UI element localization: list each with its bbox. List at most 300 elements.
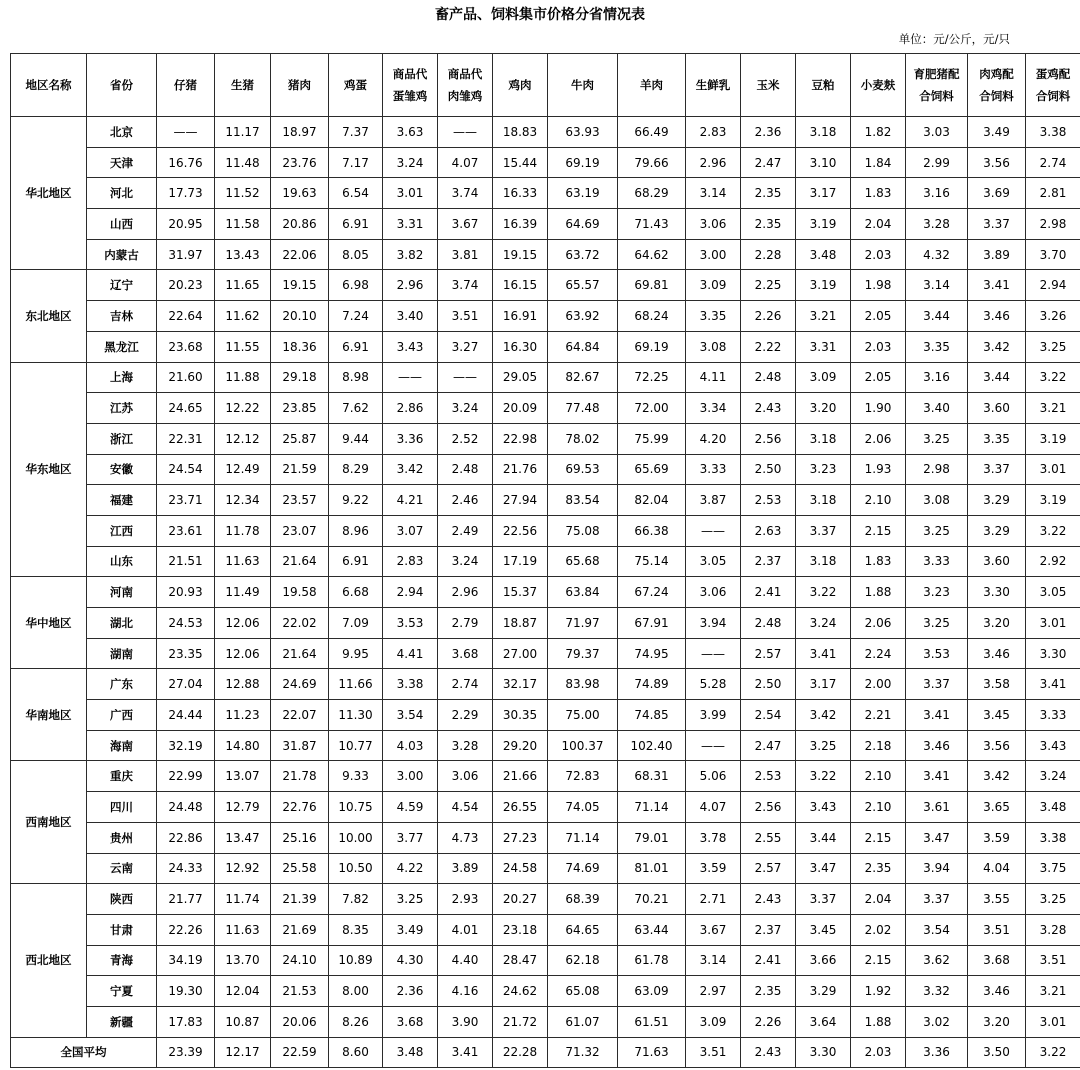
price-cell: 2.15 — [851, 822, 906, 853]
price-cell: 2.05 — [851, 362, 906, 393]
price-cell: 1.90 — [851, 393, 906, 424]
price-cell: 2.48 — [438, 454, 493, 485]
price-cell: 3.78 — [686, 822, 741, 853]
price-cell: 75.99 — [618, 423, 686, 454]
price-cell: 5.06 — [686, 761, 741, 792]
column-header — [796, 54, 851, 117]
price-cell: 72.83 — [548, 761, 618, 792]
price-cell: 20.09 — [493, 393, 548, 424]
average-price-cell: 22.28 — [493, 1037, 548, 1068]
price-cell: 3.22 — [796, 577, 851, 608]
price-cell: 4.32 — [906, 239, 968, 270]
price-cell: 82.04 — [618, 485, 686, 516]
price-cell: 1.88 — [851, 1006, 906, 1037]
column-header — [906, 54, 968, 117]
price-cell: 61.07 — [548, 1006, 618, 1037]
price-cell: 18.36 — [271, 331, 329, 362]
price-cell: 2.71 — [686, 884, 741, 915]
province-name: 青海 — [87, 945, 157, 976]
price-cell: 23.71 — [157, 485, 215, 516]
price-cell: 2.10 — [851, 761, 906, 792]
price-cell: 3.27 — [438, 331, 493, 362]
price-cell: 83.98 — [548, 669, 618, 700]
average-price-cell: 2.43 — [741, 1037, 796, 1068]
price-cell: 29.05 — [493, 362, 548, 393]
province-name: 四川 — [87, 792, 157, 823]
price-cell: 100.37 — [548, 730, 618, 761]
price-cell: 2.36 — [383, 976, 438, 1007]
average-price-cell: 12.17 — [215, 1037, 271, 1068]
price-cell: 24.33 — [157, 853, 215, 884]
price-cell: 3.03 — [906, 117, 968, 148]
table-row — [11, 945, 1080, 976]
price-cell: 3.60 — [968, 546, 1026, 577]
price-cell: 30.35 — [493, 700, 548, 731]
price-cell: 13.70 — [215, 945, 271, 976]
price-cell: 22.76 — [271, 792, 329, 823]
price-cell: 3.47 — [796, 853, 851, 884]
price-cell: 11.17 — [215, 117, 271, 148]
price-cell: 2.03 — [851, 331, 906, 362]
price-cell: 4.59 — [383, 792, 438, 823]
price-cell: 23.07 — [271, 515, 329, 546]
national-average-row — [11, 1037, 1080, 1068]
province-name: 贵州 — [87, 822, 157, 853]
price-cell: 63.44 — [618, 914, 686, 945]
price-cell: 3.24 — [438, 546, 493, 577]
price-cell: 81.01 — [618, 853, 686, 884]
price-cell: 11.74 — [215, 884, 271, 915]
average-price-cell: 71.32 — [548, 1037, 618, 1068]
price-cell: 65.57 — [548, 270, 618, 301]
province-name: 海南 — [87, 730, 157, 761]
price-cell: 10.77 — [329, 730, 383, 761]
price-cell: 78.02 — [548, 423, 618, 454]
price-cell: 27.94 — [493, 485, 548, 516]
price-cell: 27.23 — [493, 822, 548, 853]
price-cell: 2.53 — [741, 761, 796, 792]
table-row — [11, 239, 1080, 270]
province-name: 湖北 — [87, 608, 157, 639]
price-cell: 1.82 — [851, 117, 906, 148]
price-cell: 21.66 — [493, 761, 548, 792]
price-cell: 17.83 — [157, 1006, 215, 1037]
price-cell: 22.99 — [157, 761, 215, 792]
price-cell: 63.84 — [548, 577, 618, 608]
price-cell: 3.46 — [906, 730, 968, 761]
price-cell: 64.69 — [548, 209, 618, 240]
province-name: 湖南 — [87, 638, 157, 669]
price-cell: 3.67 — [686, 914, 741, 945]
price-cell: —— — [157, 117, 215, 148]
table-row — [11, 423, 1080, 454]
price-cell: 65.08 — [548, 976, 618, 1007]
price-cell: 3.53 — [906, 638, 968, 669]
price-cell: 13.43 — [215, 239, 271, 270]
price-cell: 3.05 — [1026, 577, 1080, 608]
price-cell: 2.06 — [851, 423, 906, 454]
price-cell: 3.68 — [968, 945, 1026, 976]
price-cell: 3.06 — [438, 761, 493, 792]
price-cell: 3.19 — [1026, 423, 1080, 454]
column-header-text: 生鲜乳 — [695, 78, 731, 92]
table-row — [11, 546, 1080, 577]
price-cell: 27.00 — [493, 638, 548, 669]
column-header — [271, 54, 329, 117]
price-cell: 11.55 — [215, 331, 271, 362]
table-row — [11, 270, 1080, 301]
price-cell: 75.00 — [548, 700, 618, 731]
price-cell: 3.49 — [383, 914, 438, 945]
price-cell: 3.16 — [906, 362, 968, 393]
price-cell: 3.23 — [796, 454, 851, 485]
price-cell: 3.45 — [968, 700, 1026, 731]
price-cell: 82.67 — [548, 362, 618, 393]
price-cell: 22.31 — [157, 423, 215, 454]
price-cell: 9.33 — [329, 761, 383, 792]
average-price-cell: 3.51 — [686, 1037, 741, 1068]
column-header-text: 肉鸡配 — [979, 67, 1014, 81]
region-name: 华东地区 — [11, 362, 87, 577]
average-price-cell: 71.63 — [618, 1037, 686, 1068]
price-cell: 12.92 — [215, 853, 271, 884]
column-header-text: 仔猪 — [174, 78, 197, 92]
price-cell: 24.58 — [493, 853, 548, 884]
province-name: 北京 — [87, 117, 157, 148]
price-cell: 16.91 — [493, 301, 548, 332]
table-row — [11, 577, 1080, 608]
price-cell: 3.00 — [383, 761, 438, 792]
region-name: 西北地区 — [11, 884, 87, 1037]
price-cell: 19.15 — [271, 270, 329, 301]
price-cell: 2.55 — [741, 822, 796, 853]
price-cell: 3.44 — [968, 362, 1026, 393]
price-cell: 1.84 — [851, 147, 906, 178]
price-cell: 3.87 — [686, 485, 741, 516]
province-name: 浙江 — [87, 423, 157, 454]
price-cell: 11.23 — [215, 700, 271, 731]
price-cell: 21.72 — [493, 1006, 548, 1037]
province-name: 天津 — [87, 147, 157, 178]
price-cell: 4.07 — [686, 792, 741, 823]
price-cell: 2.00 — [851, 669, 906, 700]
column-header-text: 蛋雏鸡 — [392, 89, 428, 103]
price-cell: 20.10 — [271, 301, 329, 332]
table-row — [11, 761, 1080, 792]
price-cell: 3.51 — [968, 914, 1026, 945]
price-cell: 2.74 — [1026, 147, 1080, 178]
table-row — [11, 301, 1080, 332]
province-name: 山西 — [87, 209, 157, 240]
price-cell: 3.29 — [968, 515, 1026, 546]
price-cell: 11.52 — [215, 178, 271, 209]
price-cell: 11.63 — [215, 914, 271, 945]
price-cell: 3.56 — [968, 730, 1026, 761]
price-cell: 27.04 — [157, 669, 215, 700]
price-cell: 5.28 — [686, 669, 741, 700]
column-header — [548, 54, 618, 117]
price-cell: 3.18 — [796, 485, 851, 516]
price-cell: 21.51 — [157, 546, 215, 577]
price-cell: 72.25 — [618, 362, 686, 393]
price-cell: 21.59 — [271, 454, 329, 485]
price-cell: 3.36 — [383, 423, 438, 454]
price-cell: 79.37 — [548, 638, 618, 669]
price-cell: 74.69 — [548, 853, 618, 884]
column-header — [157, 54, 215, 117]
price-cell: 61.51 — [618, 1006, 686, 1037]
price-cell: 3.35 — [686, 301, 741, 332]
price-cell: 3.43 — [1026, 730, 1080, 761]
price-cell: 6.98 — [329, 270, 383, 301]
price-cell: 20.95 — [157, 209, 215, 240]
price-cell: 3.25 — [906, 423, 968, 454]
column-header-text: 商品代 — [392, 67, 428, 81]
price-cell: 3.35 — [906, 331, 968, 362]
price-cell: 2.94 — [1026, 270, 1080, 301]
price-cell: 7.82 — [329, 884, 383, 915]
price-cell: 7.62 — [329, 393, 383, 424]
price-cell: 3.41 — [906, 761, 968, 792]
price-cell: 3.14 — [686, 178, 741, 209]
price-cell: 2.48 — [741, 362, 796, 393]
column-header-text: 育肥猪配 — [913, 67, 960, 81]
region-name: 华中地区 — [11, 577, 87, 669]
price-cell: 3.33 — [686, 454, 741, 485]
price-cell: 2.97 — [686, 976, 741, 1007]
average-price-cell: 3.48 — [383, 1037, 438, 1068]
price-cell: 3.35 — [968, 423, 1026, 454]
price-cell: 3.20 — [968, 1006, 1026, 1037]
column-header-text: 猪肉 — [288, 78, 311, 92]
price-cell: 2.04 — [851, 884, 906, 915]
price-cell: 3.37 — [906, 884, 968, 915]
price-cell: 3.61 — [906, 792, 968, 823]
price-cell: 3.41 — [906, 700, 968, 731]
price-cell: 22.86 — [157, 822, 215, 853]
price-cell: 65.68 — [548, 546, 618, 577]
table-row — [11, 178, 1080, 209]
price-cell: 3.43 — [796, 792, 851, 823]
price-cell: 2.74 — [438, 669, 493, 700]
price-cell: 21.53 — [271, 976, 329, 1007]
price-cell: 3.24 — [796, 608, 851, 639]
price-cell: 3.07 — [383, 515, 438, 546]
price-cell: 6.91 — [329, 546, 383, 577]
price-cell: 32.17 — [493, 669, 548, 700]
price-cell: 2.54 — [741, 700, 796, 731]
price-table — [10, 53, 1080, 1068]
price-cell: 2.96 — [383, 270, 438, 301]
column-header-text: 合饲料 — [979, 89, 1014, 103]
province-name: 江苏 — [87, 393, 157, 424]
price-cell: 24.54 — [157, 454, 215, 485]
price-cell: 10.50 — [329, 853, 383, 884]
price-cell: 2.37 — [741, 546, 796, 577]
price-cell: 79.66 — [618, 147, 686, 178]
price-cell: 75.14 — [618, 546, 686, 577]
price-cell: —— — [438, 117, 493, 148]
province-name: 河北 — [87, 178, 157, 209]
price-cell: 3.32 — [906, 976, 968, 1007]
price-cell: 3.09 — [686, 270, 741, 301]
price-cell: 3.53 — [383, 608, 438, 639]
price-cell: 2.35 — [851, 853, 906, 884]
price-cell: 3.05 — [686, 546, 741, 577]
price-cell: 3.23 — [906, 577, 968, 608]
price-cell: 2.56 — [741, 792, 796, 823]
price-cell: 4.41 — [383, 638, 438, 669]
price-cell: 11.65 — [215, 270, 271, 301]
price-cell: 3.17 — [796, 178, 851, 209]
price-cell: 10.89 — [329, 945, 383, 976]
price-cell: 1.92 — [851, 976, 906, 1007]
price-cell: 7.24 — [329, 301, 383, 332]
province-name: 宁夏 — [87, 976, 157, 1007]
price-cell: 4.20 — [686, 423, 741, 454]
price-cell: 2.15 — [851, 515, 906, 546]
price-cell: 3.14 — [686, 945, 741, 976]
price-cell: 3.38 — [383, 669, 438, 700]
table-row — [11, 976, 1080, 1007]
price-cell: 34.19 — [157, 945, 215, 976]
price-cell: 2.06 — [851, 608, 906, 639]
province-name: 山东 — [87, 546, 157, 577]
price-cell: 3.31 — [383, 209, 438, 240]
price-cell: 3.00 — [686, 239, 741, 270]
price-cell: 8.26 — [329, 1006, 383, 1037]
price-cell: 3.48 — [796, 239, 851, 270]
price-cell: —— — [686, 638, 741, 669]
price-cell: 10.87 — [215, 1006, 271, 1037]
column-header-text: 鸡蛋 — [344, 78, 367, 92]
price-cell: 23.76 — [271, 147, 329, 178]
price-cell: 4.40 — [438, 945, 493, 976]
price-cell: 2.35 — [741, 178, 796, 209]
price-cell: 3.31 — [796, 331, 851, 362]
price-cell: 12.34 — [215, 485, 271, 516]
price-cell: 2.03 — [851, 239, 906, 270]
column-header — [968, 54, 1026, 117]
price-cell: 63.19 — [548, 178, 618, 209]
price-cell: 3.74 — [438, 178, 493, 209]
province-name: 安徽 — [87, 454, 157, 485]
price-cell: 61.78 — [618, 945, 686, 976]
price-cell: 3.37 — [968, 209, 1026, 240]
price-cell: 3.01 — [1026, 608, 1080, 639]
price-cell: 2.86 — [383, 393, 438, 424]
column-header — [11, 54, 87, 117]
province-name: 上海 — [87, 362, 157, 393]
price-cell: 2.15 — [851, 945, 906, 976]
price-cell: 3.82 — [383, 239, 438, 270]
price-cell: 2.47 — [741, 730, 796, 761]
price-cell: 12.06 — [215, 608, 271, 639]
price-cell: 8.98 — [329, 362, 383, 393]
price-cell: 29.18 — [271, 362, 329, 393]
price-cell: 3.28 — [906, 209, 968, 240]
price-cell: 1.83 — [851, 178, 906, 209]
province-name: 云南 — [87, 853, 157, 884]
price-cell: 3.55 — [968, 884, 1026, 915]
province-name: 黑龙江 — [87, 331, 157, 362]
province-name: 广东 — [87, 669, 157, 700]
price-cell: 3.42 — [968, 331, 1026, 362]
price-cell: 6.54 — [329, 178, 383, 209]
column-header-text: 生猪 — [231, 78, 254, 92]
price-cell: 24.44 — [157, 700, 215, 731]
price-cell: 3.21 — [796, 301, 851, 332]
price-cell: 3.22 — [1026, 515, 1080, 546]
price-cell: 3.41 — [968, 270, 1026, 301]
price-cell: 3.42 — [383, 454, 438, 485]
table-row — [11, 700, 1080, 731]
price-cell: 3.08 — [686, 331, 741, 362]
column-header-text: 商品代 — [447, 67, 483, 81]
price-cell: 24.10 — [271, 945, 329, 976]
price-cell: 31.97 — [157, 239, 215, 270]
price-cell: 3.30 — [1026, 638, 1080, 669]
column-header — [741, 54, 796, 117]
price-cell: 22.07 — [271, 700, 329, 731]
price-cell: 70.21 — [618, 884, 686, 915]
price-cell: 20.93 — [157, 577, 215, 608]
price-cell: 3.18 — [796, 117, 851, 148]
price-cell: 74.05 — [548, 792, 618, 823]
price-cell: 3.90 — [438, 1006, 493, 1037]
table-row — [11, 669, 1080, 700]
price-cell: 3.30 — [968, 577, 1026, 608]
price-cell: 21.76 — [493, 454, 548, 485]
price-cell: 21.69 — [271, 914, 329, 945]
price-cell: 12.04 — [215, 976, 271, 1007]
column-header-text: 合饲料 — [1035, 89, 1071, 103]
column-header-text: 玉米 — [756, 78, 780, 92]
price-cell: 23.35 — [157, 638, 215, 669]
table-row — [11, 638, 1080, 669]
price-cell: 19.58 — [271, 577, 329, 608]
price-cell: 3.54 — [906, 914, 968, 945]
average-price-cell: 3.41 — [438, 1037, 493, 1068]
price-cell: 11.62 — [215, 301, 271, 332]
price-cell: 2.98 — [1026, 209, 1080, 240]
price-cell: 3.49 — [968, 117, 1026, 148]
price-cell: 3.43 — [383, 331, 438, 362]
price-cell: 2.46 — [438, 485, 493, 516]
price-cell: 2.56 — [741, 423, 796, 454]
price-cell: 3.24 — [1026, 761, 1080, 792]
table-header — [11, 54, 1080, 117]
price-cell: 4.03 — [383, 730, 438, 761]
price-cell: 3.69 — [968, 178, 1026, 209]
price-cell: 64.65 — [548, 914, 618, 945]
price-cell: 2.98 — [906, 454, 968, 485]
price-cell: 3.47 — [906, 822, 968, 853]
price-cell: 3.38 — [1026, 822, 1080, 853]
price-cell: 20.27 — [493, 884, 548, 915]
price-cell: 19.30 — [157, 976, 215, 1007]
price-cell: 29.20 — [493, 730, 548, 761]
price-cell: 3.75 — [1026, 853, 1080, 884]
average-price-cell: 22.59 — [271, 1037, 329, 1068]
price-cell: 2.63 — [741, 515, 796, 546]
region-name: 华南地区 — [11, 669, 87, 761]
price-cell: 21.77 — [157, 884, 215, 915]
price-cell: 3.81 — [438, 239, 493, 270]
price-cell: 2.41 — [741, 945, 796, 976]
province-name: 河南 — [87, 577, 157, 608]
price-cell: 63.93 — [548, 117, 618, 148]
